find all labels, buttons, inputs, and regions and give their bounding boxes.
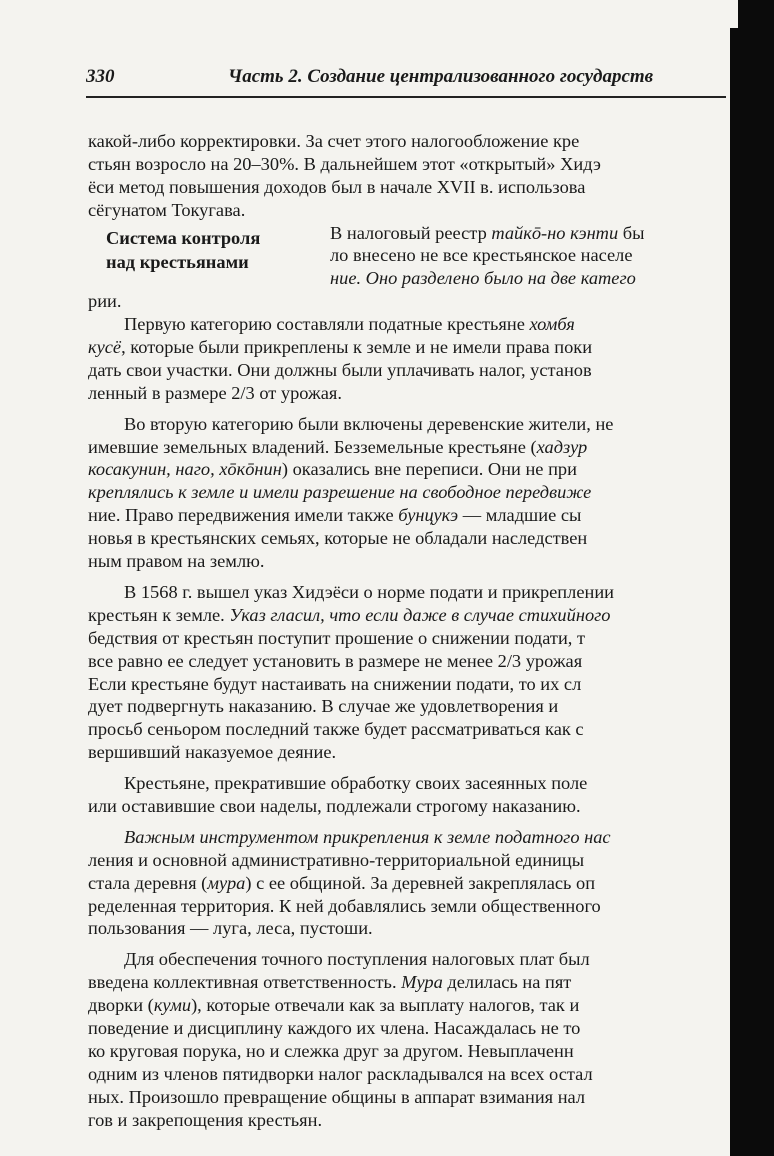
text-line: рии. [88, 291, 122, 312]
running-title: Часть 2. Создание централизованного государств [228, 66, 654, 87]
body-text [88, 130, 728, 1131]
text-line: Первую категорию составляли податные крестьяне хомбя [124, 314, 575, 335]
text-line: ние. Право передвижения имели также бунцукэ — младшие сы [88, 505, 582, 526]
sidebar-heading-line: Система контроля [106, 227, 261, 248]
text-line: дать свои участки. Они должны были уплачивать налог, установ [88, 359, 592, 380]
text-line: кусё, которые были прикреплены к земле и не имели права поки [88, 337, 593, 358]
text-line: ленный в размере 2/3 от урожая. [88, 382, 342, 403]
text-line: Для обеспечения точного поступления налоговых плат был [124, 949, 590, 970]
text-line: В налоговый реестр тайкō-но кэнти бы [330, 222, 645, 243]
text-line: новья в крестьянских семьях, которые не обладали наследствен [88, 528, 588, 549]
sidebar-heading [106, 226, 306, 274]
text-line: поведение и дисциплину каждого их члена. Насаждалась не то [88, 1017, 581, 1038]
text-line: ления и основной административно-территориальной единицы [88, 849, 585, 870]
text-line: какой-либо корректировки. За счет этого налогообложение кре [88, 131, 580, 151]
sidebar-adjacent-text [330, 222, 644, 291]
text-line: Важным инструментом прикрепления к земле податного нас [124, 826, 611, 847]
sidebar-heading-line: над крестьянами [106, 251, 249, 272]
text-line: введена коллективная ответственность. Мура делилась на пят [88, 972, 572, 993]
text-line: вершивший наказуемое деяние. [88, 742, 337, 763]
text-line: ных. Произошло превращение общины в аппарат взимания нал [88, 1086, 586, 1107]
text-line: ло внесено не все крестьянское населе [330, 245, 633, 266]
text-line: пользования — луга, леса, пустоши. [88, 918, 373, 939]
sidebar-block [88, 222, 728, 291]
header-rule [86, 96, 726, 98]
book-spine-shadow [730, 0, 774, 1156]
text-line: ко круговая порука, но и слежка друг за другом. Невыплаченн [88, 1040, 574, 1061]
text-line: ние. Оно разделено было на две катего [330, 268, 636, 289]
text-line: все равно ее следует установить в размере не менее 2/3 урожая [88, 650, 583, 671]
text-line: Крестьяне, прекратившие обработку своих засеянных поле [124, 773, 588, 794]
text-line: крестьян к земле. Указ гласил, что если даже в случае стихийного [88, 604, 611, 625]
text-line: просьб сеньором последний также будет рассматриваться как с [88, 719, 584, 740]
text-line: ределенная территория. К ней добавлялись земли общественного [88, 895, 601, 916]
text-line: гов и закрепощения крестьян. [88, 1109, 323, 1130]
text-line: дворки (куми), которые отвечали как за выплату налогов, так и [88, 995, 580, 1016]
text-line: стьян возросло на 20–30%. В дальнейшем этот «открытый» Хидэ [88, 153, 601, 174]
text-line: ным правом на землю. [88, 551, 265, 572]
text-line: ёси метод повышения доходов был в начале XVII в. использова [88, 176, 586, 197]
text-line: бедствия от крестьян поступит прошение о снижении подати, т [88, 627, 586, 648]
text-line: или оставившие свои наделы, подлежали строгому наказанию. [88, 795, 581, 816]
text-line: дует подвергнуть наказанию. В случае же удовлетворения и [88, 696, 559, 717]
text-line: креплялись к земле и имели разрешение на свободное передвиже [88, 482, 592, 503]
text-line: Во вторую категорию были включены деревенские жители, не [124, 413, 614, 434]
text-line: имевшие земельных владений. Безземельные крестьяне (хадзур [88, 436, 588, 457]
text-line: одним из членов пятидворки налог раскладывался на всех остал [88, 1063, 593, 1084]
page-number: 330 [86, 66, 115, 87]
text-line: стала деревня (мура) с ее общиной. За деревней закреплялась оп [88, 872, 596, 893]
text-line: Если крестьяне будут настаивать на снижении подати, то их сл [88, 673, 582, 694]
text-line: В 1568 г. вышел указ Хидэёси о норме подати и прикреплении [124, 581, 615, 602]
text-line: сёгунатом Токугава. [88, 199, 246, 220]
spine-top-gap [730, 0, 738, 28]
page-header [86, 64, 726, 94]
text-line: косакунин, наго, хōкōнин) оказались вне переписи. Они не при [88, 459, 577, 480]
